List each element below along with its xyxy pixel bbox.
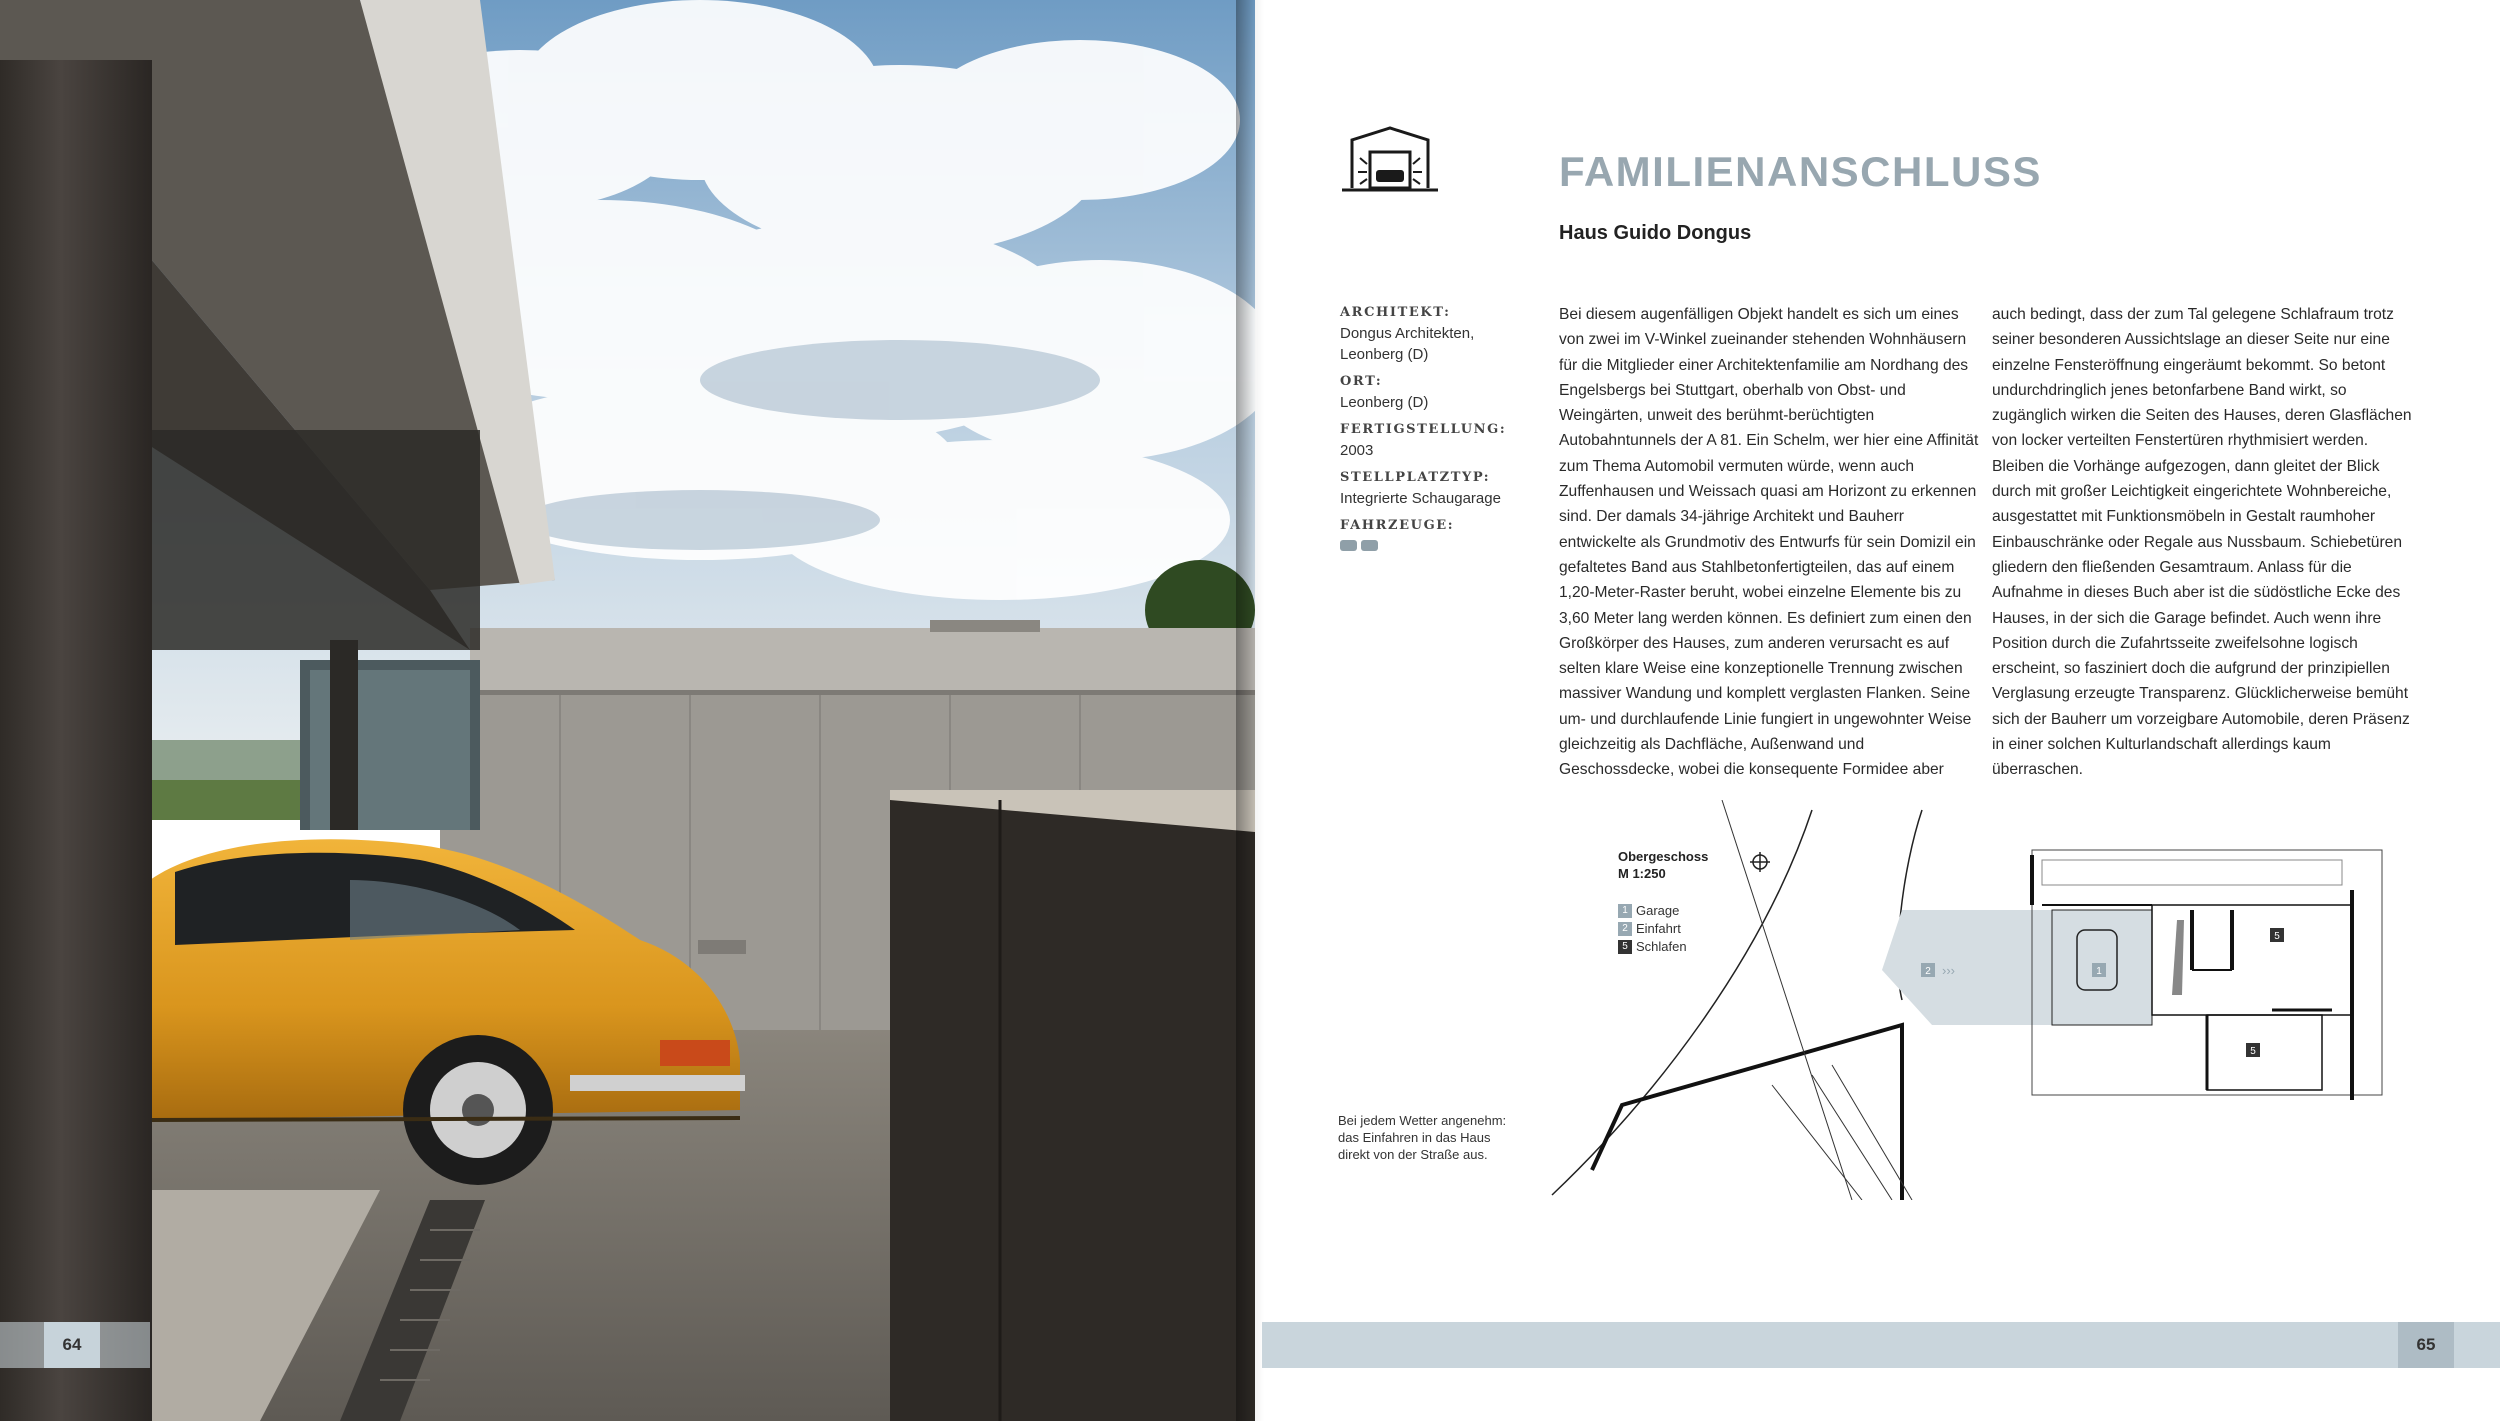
right-page [1262,0,2500,1421]
ort-value: Leonberg (D) [1340,394,1429,411]
plan-level: Obergeschoss [1618,849,1709,864]
legend-num: 2 [1618,922,1632,936]
architekt-value: Dongus Architekten, Leonberg (D) [1340,325,1475,363]
legend-num: 1 [1618,904,1632,918]
architekt-label: ARCHITEKT: [1340,305,1451,320]
fertigstellung-value: 2003 [1340,442,1374,459]
plan-marker-1: 1 [2096,966,2102,977]
legend-num: 5 [1618,940,1632,954]
legend-item [1618,902,1687,920]
page-title: FAMILIENANSCHLUSS [1559,148,2042,195]
legend-text: Schlafen [1636,939,1687,954]
plan-scale: M 1:250 [1618,866,1666,881]
page-subtitle: Haus Guido Dongus [1559,222,1752,244]
fertigstellung-label: FERTIGSTELLUNG: [1340,422,1507,437]
plan-marker-2: 2 [1925,966,1931,977]
svg-text:›››: ››› [1942,963,1955,978]
ort-label: ORT: [1340,374,1383,389]
fahrzeuge-label: FAHRZEUGE: [1340,518,1455,533]
legend-text: Einfahrt [1636,921,1681,936]
body-column-1: Bei diesem augenfälligen Objekt handelt es sich um eines von zwei im V-Winkel zueinander stehenden Wohnhäusern für die Mitglieder einer Architektenfamilie am Nordhang des Engelsbergs bei Stuttgart, oberhalb von Obst- und Weingärten, unweit des berühmt-berüchtigten Autobahntunnels der A 81. Ein Schelm, wer hier eine Affinität zum Thema Automobil vermuten würde, wenn auch Zuffenhausen und Weissach quasi am Horizont zu erkennen sind. Der damals 34-jährige Architekt und Bauherr entwickelte als Grundmotiv des Entwurfs für sein Domizil ein gefaltetes Band aus Stahlbetonfertigteilen, das auf einem 1,20-Meter-Raster beruht, wobei einzelne Elemente bis zu 3,60 Meter lang werden können. Es definiert zum einen den Großkörper des Hauses, zum anderen verursacht es auf selten klare Weise eine konzeptionelle Trennung zwischen massiver Wandung und komplett verglasten Flanken. Seine um- und durchlaufende Linie fungiert in ungewohnter Weise gleichzeitig als Dachfläche, Außenwand und Geschossdecke, wobei die konsequente Formidee aber [1559,306,1979,779]
north-arrow-icon [1750,852,1770,872]
legend-item [1618,938,1687,956]
legend-item [1618,920,1687,938]
photo-caption: Bei jedem Wetter angenehm: das Einfahren in das Haus direkt von der Straße aus. [1338,1113,1507,1162]
right-page-band [1262,1322,2500,1368]
plan-marker-5b: 5 [2250,1046,2256,1057]
plan-label [1618,848,1708,882]
page-number-right: 65 [2398,1322,2454,1368]
vehicle-icons [1340,540,1540,551]
car-icon [1340,540,1357,551]
plan-marker-5a: 5 [2274,931,2280,942]
stellplatztyp-label: STELLPLATZTYP: [1340,470,1491,485]
body-column-2: auch bedingt, dass der zum Tal gelegene Schlafraum trotz seiner besonderen Aussichtslage an dieser Seite nur eine einzelne Fensteröffnung eingeräumt bekommt. So betont undurchdringlich jenes betonfarbene Band wirkt, so zugänglich wirken die Seiten des Hauses, deren Glasflächen von locker verteilten Fenstertüren rhythmisiert werden. Bleiben die Vorhänge aufgezogen, dann gleitet der Blick durch mit großer Leichtigkeit eingerichtete Wohnbereiche, ausgestattet mit Funktionsmöbeln in Gestalt raumhoher Einbauschränke oder Regale aus Nussbaum. Schiebetüren gliedern den fließenden Gesamtraum. Anlass für die Aufnahme in dieses Buch aber ist die südöstliche Ecke des Hauses, in der sich die Garage befindet. Auch wenn ihre Position durch die Zufahrtsseite zweifelsohne logisch erscheint, so fasziniert doch die aufgrund der prinzipiellen Verglasung erzeugte Transparenz. Glücklicherweise bemüht sich der Bauherr um vorzeigbare Automobile, deren Präsenz in einer solchen Kulturlandschaft allerdings kaum überraschen. [1992,306,2412,779]
plan-legend [1618,902,1687,956]
stellplatztyp-value: Integrierte Schaugarage [1340,490,1501,507]
legend-text: Garage [1636,903,1680,918]
garage-icon [1340,126,1440,196]
page-number-left: 64 [44,1322,100,1368]
floor-plan [1432,800,2432,1200]
car-icon [1361,540,1378,551]
project-meta [1340,302,1540,551]
